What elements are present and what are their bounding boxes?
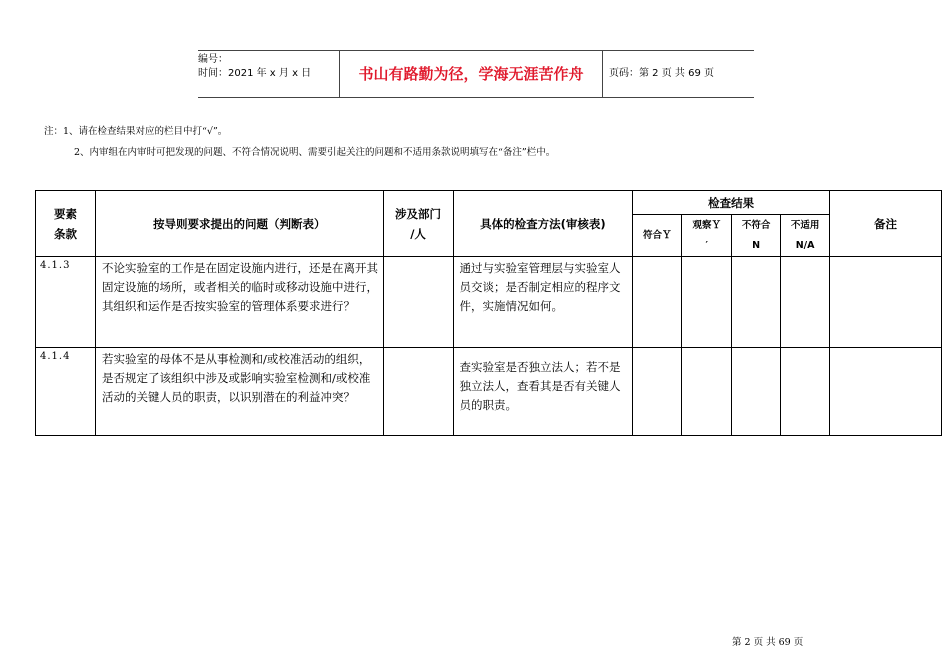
row-method: 通过与实验室管理层与实验室人员交谈；是否制定相应的程序文件，实施情况如何。 (453, 257, 633, 348)
row-conform-cell[interactable] (633, 348, 682, 436)
header-result: 检查结果 (633, 191, 830, 215)
row-question: 不论实验室的工作是在固定设施内进行，还是在离开其固定设施的场所，或者相关的临时或移动设施中进行，其组织和运作是否按实验室的管理体系要求进行？ (95, 257, 383, 348)
row-question: 若实验室的母体不是从事检测和/或校准活动的组织，是否规定了该组织中涉及或影响实验室检测和/或校准活动的关键人员的职责，以识别潜在的利益冲突？ (95, 348, 383, 436)
notes (44, 121, 555, 163)
header-conform: 符合Ｙ (633, 215, 682, 257)
row-observe-cell[interactable] (682, 348, 732, 436)
row-nonconform-cell[interactable] (732, 348, 781, 436)
header-remark: 备注 (830, 191, 942, 257)
row-remark-cell[interactable] (830, 348, 942, 436)
header-na: 不适用 N/A (781, 215, 830, 257)
header-observe: 观察Ｙ ′ (682, 215, 732, 257)
row-na-cell[interactable] (781, 348, 830, 436)
header-clause: 要素 条款 (36, 191, 96, 257)
checklist-table (35, 190, 942, 436)
header-method: 具体的检查方法(审核表) (453, 191, 633, 257)
row-na-cell[interactable] (781, 257, 830, 348)
row-conform-cell[interactable] (633, 257, 682, 348)
row-clause: 4.1.4 (36, 348, 96, 436)
row-method: 查实验室是否独立法人；若不是独立法人，查看其是否有关键人员的职责。 (453, 348, 633, 436)
header-meta (198, 51, 338, 99)
row-observe-cell[interactable] (682, 257, 732, 348)
row-remark-cell[interactable] (830, 257, 942, 348)
note-line-1: 注：1、请在检查结果对应的栏目中打“√”。 (44, 126, 228, 137)
table-row (36, 348, 942, 436)
row-dept[interactable] (383, 257, 453, 348)
header-dept: 涉及部门 /人 (383, 191, 453, 257)
row-dept[interactable] (383, 348, 453, 436)
page-footer: 第 2 页 共 69 页 (732, 637, 804, 648)
table-row (36, 257, 942, 348)
document-header (198, 50, 754, 98)
number-label: 编号： (198, 54, 228, 65)
page-label: 页码：第 2 页 共 69 页 (609, 68, 714, 79)
header-question: 按导则要求提出的问题（判断表） (95, 191, 383, 257)
slogan: 书山有路勤为径，学海无涯苦作舟 (339, 51, 603, 97)
row-clause: 4.1.3 (36, 257, 96, 348)
header-nonconform: 不符合 N (732, 215, 781, 257)
time-label: 时间：2021 年 x 月 x 日 (198, 68, 312, 79)
note-line-2: 2、内审组在内审时可把发现的问题、不符合情况说明、需要引起关注的问题和不适用条款说明填写在“备注”栏中。 (74, 147, 556, 158)
row-nonconform-cell[interactable] (732, 257, 781, 348)
